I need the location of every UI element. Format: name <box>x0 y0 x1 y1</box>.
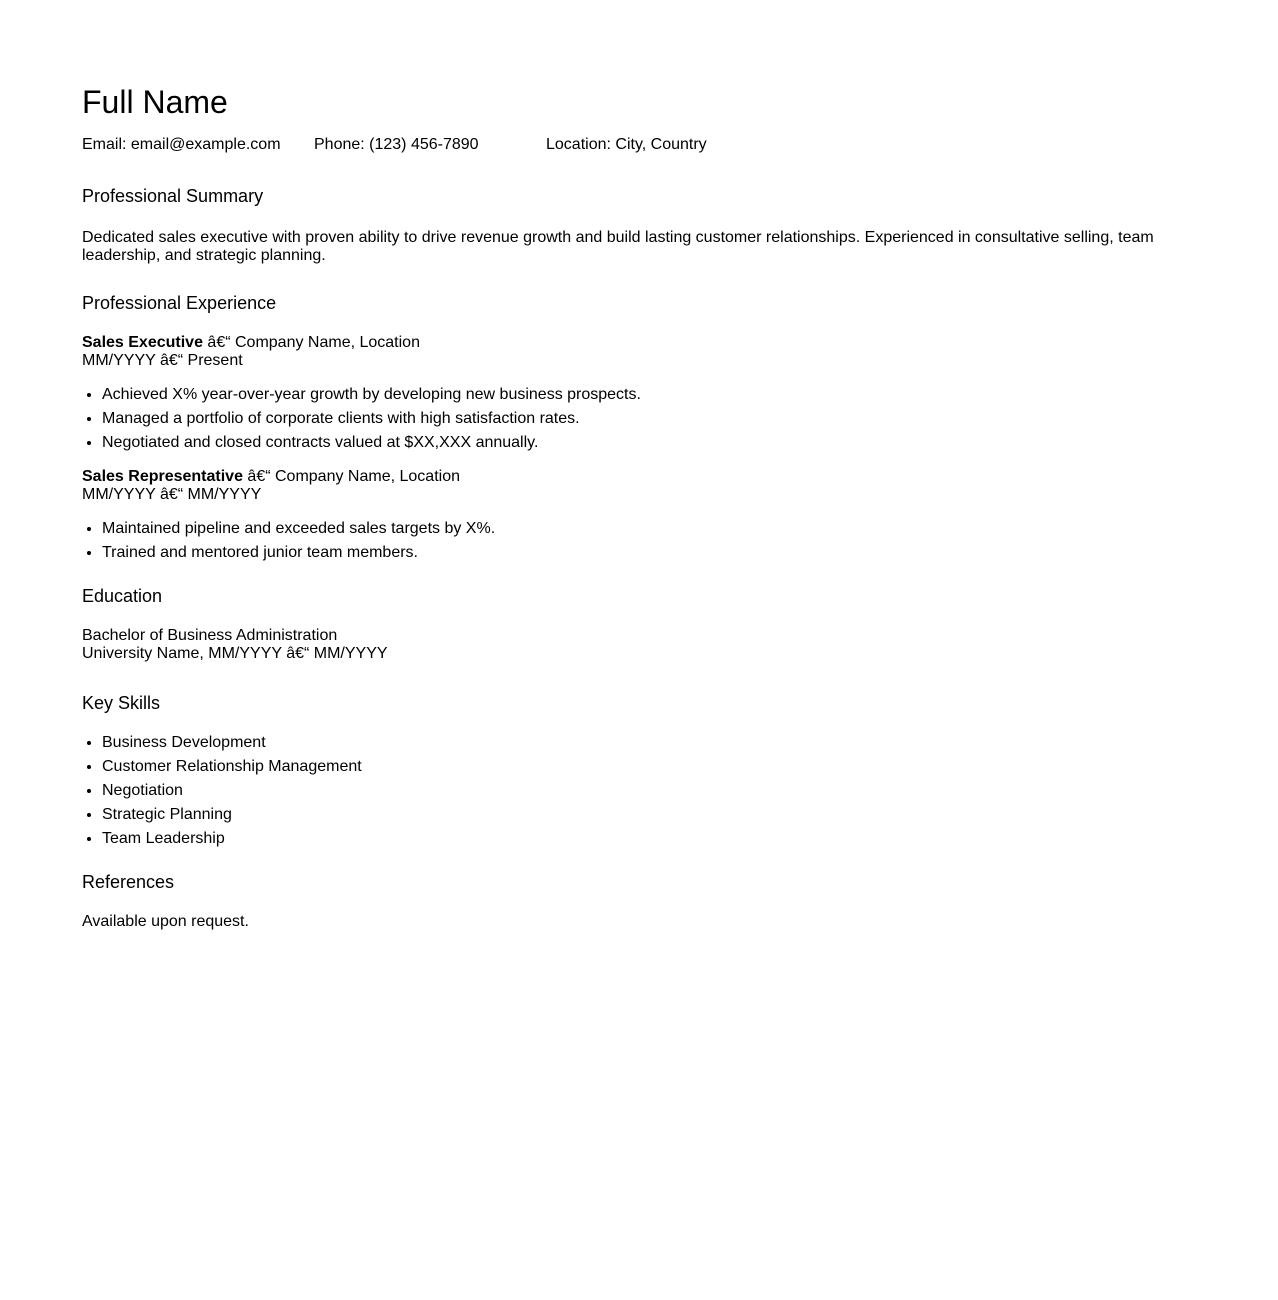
section-heading: References <box>82 872 175 892</box>
experience-section <box>82 293 1182 562</box>
degree: Bachelor of Business Administration <box>82 627 338 644</box>
list-item: • Trained and mentored junior team members. <box>102 544 1182 562</box>
list-item: • Managed a portfolio of corporate clients with high satisfaction rates. <box>102 410 1182 428</box>
school: University Name, MM/YYYY â€“ MM/YYYY <box>82 645 388 662</box>
job-entry <box>82 334 1182 452</box>
job-company: â€“ Company Name, Location <box>202 334 420 351</box>
summary-text: Dedicated sales executive with proven ability to drive revenue growth and build lasting customer relationships. Experienced in consultative selling, team leadership, and strategic planning. <box>82 229 1154 264</box>
location: Location: City, Country <box>546 136 707 153</box>
section-heading: Education <box>82 586 163 606</box>
list-item: • Achieved X% year-over-year growth by developing new business prospects. <box>102 386 1182 404</box>
job-dates: MM/YYYY â€“ Present <box>82 352 243 369</box>
list-item: • Team Leadership <box>102 830 1182 848</box>
job-company: â€“ Company Name, Location <box>242 468 460 485</box>
education-section <box>82 586 1182 663</box>
contact-info <box>82 136 707 154</box>
section-heading: Professional Summary <box>82 186 264 206</box>
job-role: Sales Executive <box>82 334 203 351</box>
job-dates: MM/YYYY â€“ MM/YYYY <box>82 486 262 503</box>
job-role: Sales Representative <box>82 468 243 485</box>
full-name: Full Name <box>82 84 228 120</box>
list-item: • Strategic Planning <box>102 806 1182 824</box>
list-item: • Negotiated and closed contracts valued at $XX,XXX annually. <box>102 434 1182 452</box>
job-entry <box>82 468 1182 562</box>
list-item: • Maintained pipeline and exceeded sales targets by X%. <box>102 520 1182 538</box>
section-heading: Key Skills <box>82 693 161 713</box>
email: Email: email@example.com <box>82 136 281 153</box>
section-heading: Professional Experience <box>82 293 277 313</box>
list-item: • Negotiation <box>102 782 1182 800</box>
summary-section <box>82 186 1182 265</box>
references-text: Available upon request. <box>82 913 249 930</box>
list-item: • Customer Relationship Management <box>102 758 1182 776</box>
list-item: • Business Development <box>102 734 1182 752</box>
phone: Phone: (123) 456-7890 <box>314 136 479 153</box>
skills-section <box>82 693 1182 848</box>
references-section <box>82 872 1182 931</box>
